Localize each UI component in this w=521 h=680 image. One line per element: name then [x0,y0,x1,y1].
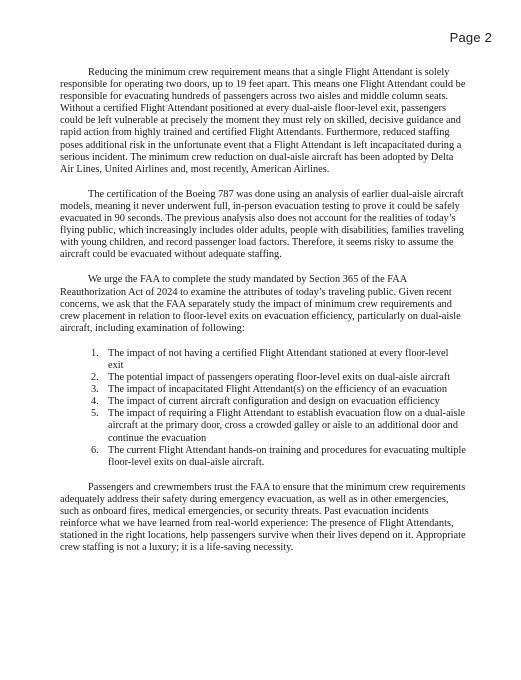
list-item-number: 1. [91,347,99,359]
paragraph-crew-reduction: Reducing the minimum crew requirement means that a single Flight Attendant is solely responsible for operating two doors, up to 19 feet apart. This means one Flight Attendant could be responsible for evacuating hundreds of passengers across two aisles and middle column seats. Without a certified Flight Attendant positioned at every dual-aisle floor-level exit, passengers could be left vulnerable at precisely the moment they must rely on skilled, decisive guidance and rapid action from highly trained and certified Flight Attendants. Furthermore, reduced staffing poses additional risk in the unfortunate event that a Flight Attendant is left incapacitated during a serious incident. The minimum crew reduction on dual-aisle aircraft has been adopted by Delta Air Lines, United Airlines and, most recently, American Airlines. [60,67,466,175]
list-item-text: The current Flight Attendant hands-on training and procedures for evacuating multiple floor-level exits on dual-aisle aircraft. [108,444,466,468]
page-number: Page 2 [449,30,492,45]
document-body [60,67,466,567]
list-item [60,445,466,469]
paragraph-boeing-787-certification: The certification of the Boeing 787 was done using an analysis of earlier dual-aisle aircraft models, meaning it never underwent full, in-person evacuation testing to prove it could be safely evacuated in 90 seconds. The previous analysis also does not account for the realities of today’s flying public, which increasingly includes older adults, people with disabilities, families traveling with young children, and record passenger load factors. Therefore, it seems risky to assume the aircraft could be evacuated without adequate staffing. [60,188,464,261]
list-item-text: The impact of not having a certified Flight Attendant stationed at every floor-level exit [108,347,449,371]
list-item-number: 2. [91,372,99,384]
list-item-number: 4. [91,396,99,408]
list-item-text: The impact of current aircraft configuration and design on evacuation efficiency [108,396,440,408]
list-item-text: The potential impact of passengers operating floor-level exits on dual-aisle aircraft [108,372,451,384]
list-item [60,384,466,396]
list-item-text: The impact of requiring a Flight Attendant to establish evacuation flow on a dual-aisle aircraft at the primary door, cross a crowded galley or aisle to an additional door and continue the evacuation [108,408,466,444]
paragraph-faa-study-request: We urge the FAA to complete the study mandated by Section 365 of the FAA Reauthorization Act of 2024 to examine the attributes of today’s traveling public. Given recent concerns, we ask that the FAA separately study the impact of minimum crew requirements and crew placement in relation to floor-level exits on evacuation efficiency, particularly on dual-aisle aircraft, including examination of following: [60,274,461,334]
paragraph-conclusion: Passengers and crewmembers trust the FAA to ensure that the minimum crew requirements adequately address their safety during emergency evacuation, as well as in other emergencies, such as onboard fires, medical emergencies, or security threats. Past evacuation incidents reinforce what we have learned from real-world experience: The presence of Flight Attendants, stationed in the right locations, help passengers survive when their lives depend on it. Appropriate crew staffing is not a luxury; it is a life-saving necessity. [60,481,466,554]
list-item-number: 3. [91,384,99,396]
list-item [60,348,466,372]
list-item [60,408,466,444]
list-item-number: 5. [91,408,99,420]
study-items-list [60,348,466,469]
list-item [60,372,466,384]
list-item-number: 6. [91,444,99,456]
list-item-text: The impact of incapacitated Flight Attendant(s) on the efficiency of an evacuation [108,384,448,396]
list-item [60,396,466,408]
